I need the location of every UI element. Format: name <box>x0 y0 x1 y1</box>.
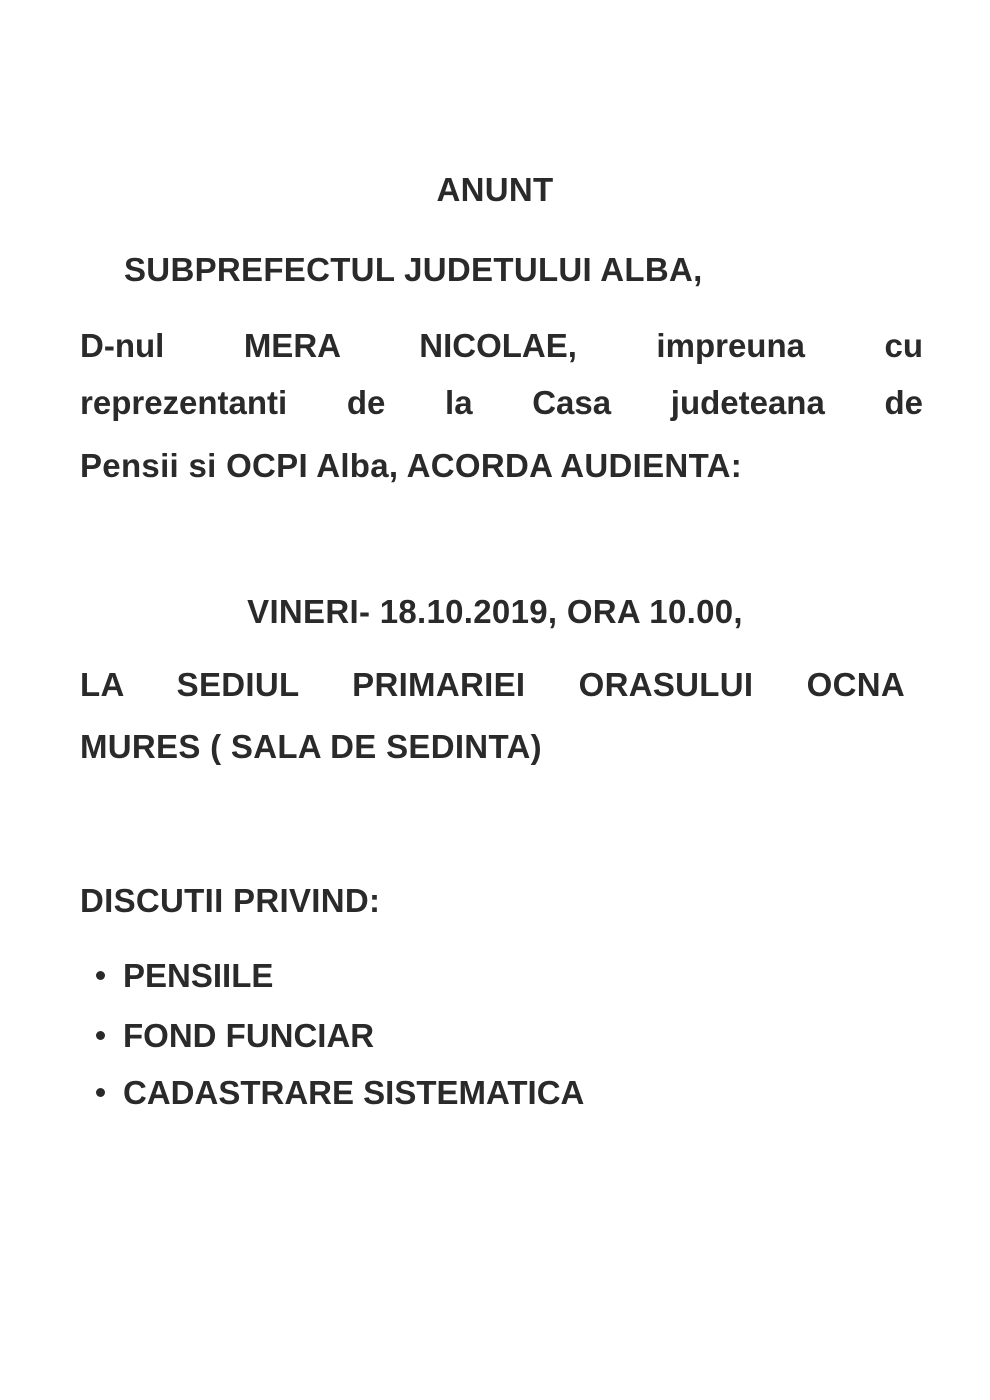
bullet-icon <box>96 1031 105 1040</box>
topic-label: CADASTRARE SISTEMATICA <box>123 1074 585 1111</box>
location-line-1: LA SEDIUL PRIMARIEI ORASULUI OCNA <box>80 666 905 703</box>
list-item <box>96 1073 584 1113</box>
location-line-2: MURES ( SALA DE SEDINTA) <box>80 728 542 765</box>
list-item <box>96 956 273 996</box>
schedule-line: VINERI- 18.10.2019, ORA 10.00, <box>247 593 743 630</box>
intro-line-1: D-nul MERA NICOLAE, impreuna cu <box>80 327 923 364</box>
topics-heading: DISCUTII PRIVIND: <box>80 882 381 919</box>
bullet-icon <box>96 971 105 980</box>
topic-label: PENSIILE <box>123 957 274 994</box>
document-title: ANUNT <box>436 171 554 208</box>
intro-line-3: Pensii si OCPI Alba, ACORDA AUDIENTA: <box>80 447 742 484</box>
bullet-icon <box>96 1088 105 1097</box>
topic-label: FOND FUNCIAR <box>123 1017 375 1054</box>
intro-line-2: reprezentanti de la Casa judeteana de <box>80 384 923 421</box>
list-item <box>96 1016 374 1056</box>
document-subtitle: SUBPREFECTUL JUDETULUI ALBA, <box>124 251 703 288</box>
